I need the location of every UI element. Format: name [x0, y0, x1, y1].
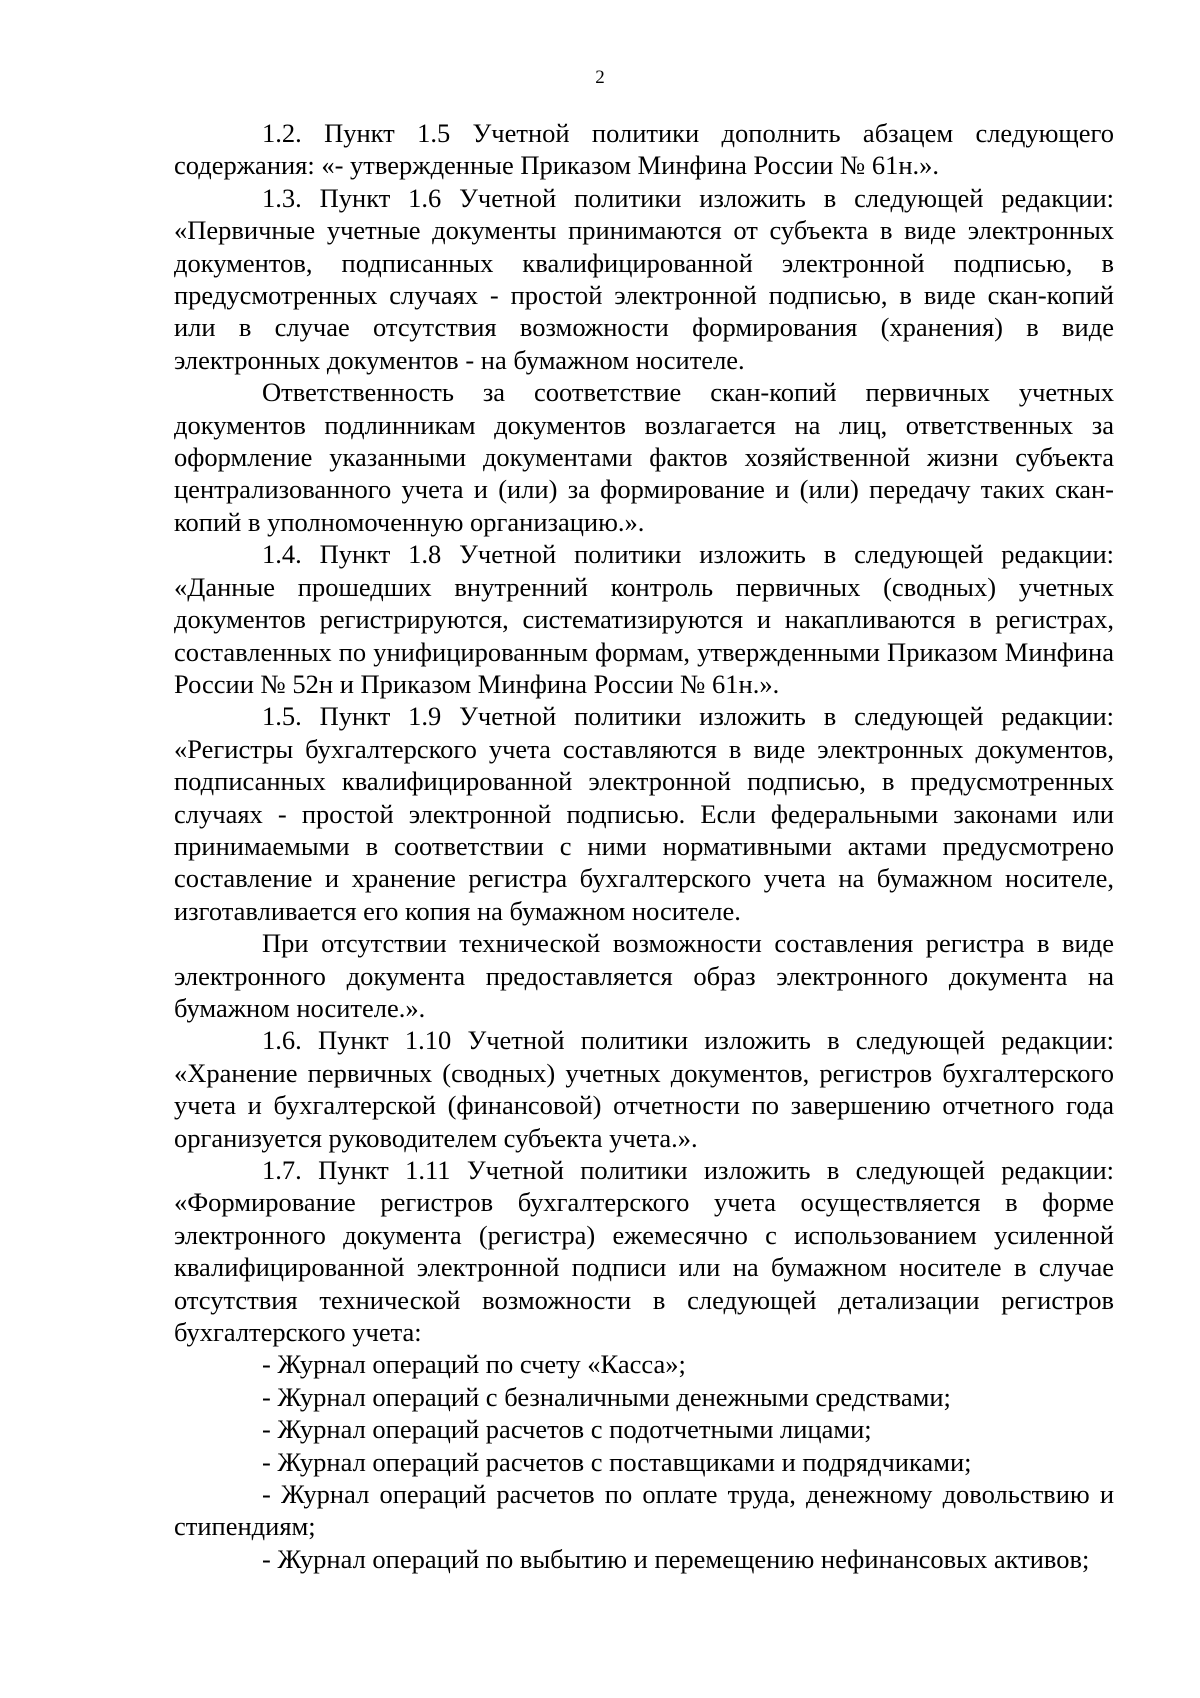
list-item-cashless-journal: - Журнал операций с безналичными денежными средствами;	[262, 1381, 951, 1412]
paragraph-1-2: 1.2. Пункт 1.5 Учетной политики дополнить абзацем следующего содержания: «- утвержденные Приказом Минфина России № 61н.».	[174, 118, 1114, 181]
paragraph-1-3: 1.3. Пункт 1.6 Учетной политики изложить в следующей редакции: «Первичные учетные документы принимаются от субъекта в виде электронных документов, подписанных квалифицированной электронной подписью, в предусмотренных случаях - простой электронной подписью, в виде скан-копий или в случае отсутствия возможности формирования (хранения) в виде электронных документов - на бумажном носителе.	[174, 182, 1114, 375]
list-item-payroll-journal: - Журнал операций расчетов по оплате труда, денежному довольствию и стипендиям;	[174, 1479, 1114, 1542]
list-item-suppliers-journal: - Журнал операций расчетов с поставщиками и подрядчиками;	[262, 1446, 972, 1477]
paragraph-1-4: 1.4. Пункт 1.8 Учетной политики изложить в следующей редакции: «Данные прошедших внутренний контроль первичных (сводных) учетных документов регистрируются, систематизируются и накапливаются в регистрах, составленных по унифицированным формам, утвержденными Приказом Минфина России № 52н и Приказом Минфина России № 61н.».	[174, 539, 1114, 699]
paragraph-1-5: 1.5. Пункт 1.9 Учетной политики изложить в следующей редакции: «Регистры бухгалтерского учета составляются в виде электронных документов, подписанных квалифицированной электронной подписью, в предусмотренных случаях - простой электронной подписью. Если федеральными законами или принимаемыми в соответствии с ними нормативными актами предусмотрено составление и хранение регистра бухгалтерского учета на бумажном носителе, изготавливается его копия на бумажном носителе.	[174, 701, 1114, 926]
page-number: 2	[595, 67, 605, 88]
list-item-accountable-persons-journal: - Журнал операций расчетов с подотчетными лицами;	[262, 1414, 872, 1445]
paragraph-1-6: 1.6. Пункт 1.10 Учетной политики изложить в следующей редакции: «Хранение первичных (сводных) учетных документов, регистров бухгалтерского учета и бухгалтерской (финансовой) отчетности по завершению отчетного года организуется руководителем субъекта учета.».	[174, 1025, 1114, 1153]
list-item-cash-journal: - Журнал операций по счету «Касса»;	[262, 1349, 686, 1380]
document-body	[174, 117, 1114, 1575]
paragraph-1-7: 1.7. Пункт 1.11 Учетной политики изложить в следующей редакции: «Формирование регистров бухгалтерского учета осуществляется в форме электронного документа (регистра) ежемесячно с использованием усиленной квалифицированной электронной подписи или на бумажном носителе в случае отсутствия технической возможности в следующей детализации регистров бухгалтерского учета:	[174, 1155, 1114, 1348]
paragraph-responsibility: Ответственность за соответствие скан-копий первичных учетных документов подлинникам документов возлагается на лиц, ответственных за оформление указанными документами фактов хозяйственной жизни субъекта централизованного учета и (или) за формирование и (или) передачу таких скан-копий в уполномоченную организацию.».	[174, 377, 1114, 537]
paragraph-no-technical-possibility: При отсутствии технической возможности составления регистра в виде электронного документа предоставляется образ электронного документа на бумажном носителе.».	[174, 928, 1114, 1023]
list-item-nonfinancial-assets-journal: - Журнал операций по выбытию и перемещению нефинансовых активов;	[262, 1543, 1090, 1574]
